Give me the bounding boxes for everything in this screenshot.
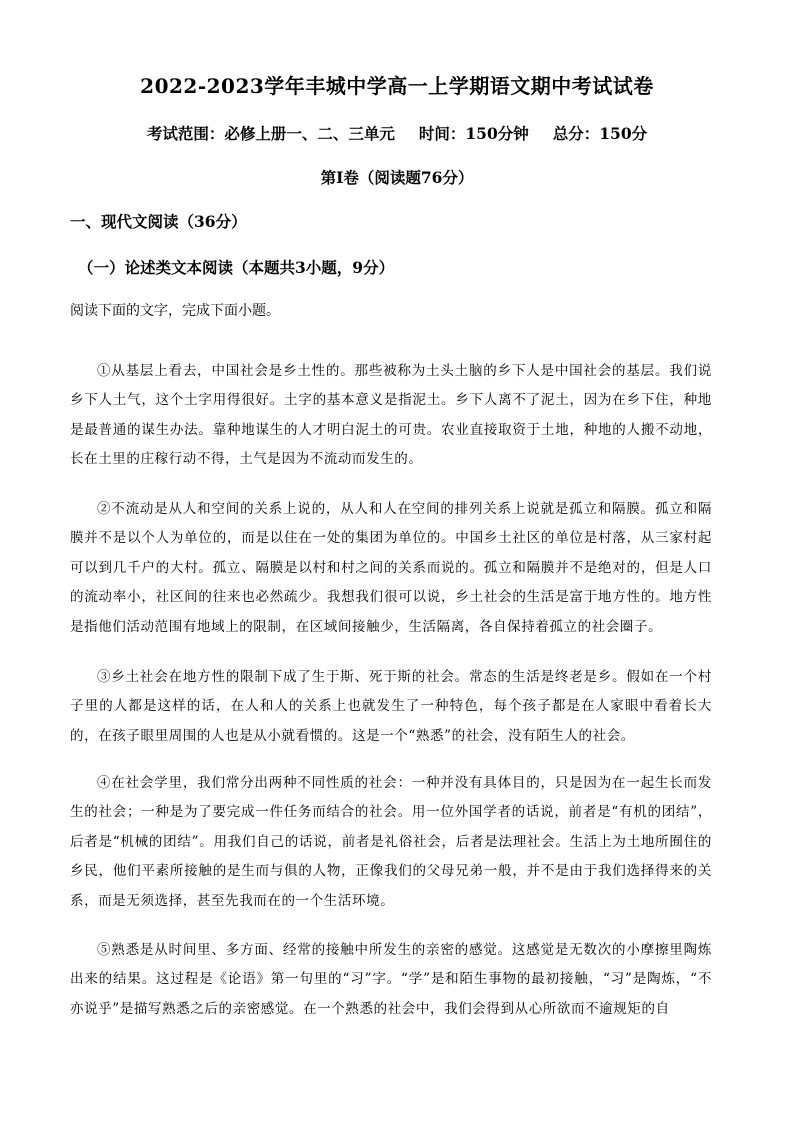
exam-title: 2022-2023学年丰城中学高一上学期语文期中考试试卷 bbox=[140, 74, 654, 98]
volume-heading: 第Ⅰ卷（阅读题76分） bbox=[320, 168, 474, 187]
exam-scope: 考试范围：必修上册一、二、三单元 bbox=[146, 124, 395, 143]
passage-paragraph-5: ⑤熟悉是从时间里、多方面、经常的接触中所发生的亲密的感觉。这感觉是无数次的小摩擦里陶炼出来的结果。这过程是《论语》第一句里的“习”字。“学”是和陌生事物的最初接触，“习”是陶炼，“不亦说乎”是描写熟悉之后的亲密感觉。在一个熟悉的社会中，我们会得到从心所欲而不逾规矩的自 bbox=[70, 941, 712, 1017]
exam-info-line bbox=[0, 122, 794, 144]
reading-instruction: 阅读下面的文字，完成下面小题。 bbox=[70, 303, 280, 319]
passage-paragraph-2: ②不流动是从人和空间的关系上说的，从人和人在空间的排列关系上说就是孤立和隔膜。孤立和隔膜并不是以个人为单位的，而是以住在一处的集团为单位的。中国乡土社区的单位是村落，从三家村起可以到几千户的大村。孤立、隔膜是以村和村之间的关系而说的。孤立和隔膜并不是绝对的，但是人口的流动率小，社区间的往来也必然疏少。我想我们很可以说，乡土社会的生活是富于地方性的。地方性是指他们活动范围有地域上的限制，在区域间接触少，生活隔离，各自保持着孤立的社会圈子。 bbox=[70, 500, 712, 635]
passage-paragraph-1: ①从基层上看去，中国社会是乡土性的。那些被称为土头土脑的乡下人是中国社会的基层。我们说乡下人土气，这个土字用得很好。土字的基本意义是指泥土。乡下人离不了泥土，因为在乡下住，种地是最普通的谋生办法。靠种地谋生的人才明白泥土的可贵。农业直接取资于土地，种地的人搬不动地，长在土里的庄稼行动不得，土气是因为不流动而发生的。 bbox=[70, 362, 712, 467]
exam-time: 时间：150分钟 bbox=[418, 124, 529, 143]
passage-paragraph-3: ③乡土社会在地方性的限制下成了生于斯、死于斯的社会。常态的生活是终老是乡。假如在一个村子里的人都是这样的话，在人和人的关系上也就发生了一种特色，每个孩子都是在人家眼中看着长大的，在孩子眼里周围的人也是从小就看惯的。这是一个“熟悉”的社会，没有陌生人的社会。 bbox=[70, 668, 712, 744]
subsection-heading-argumentative: （一）论述类文本阅读（本题共3小题，9分） bbox=[78, 258, 395, 277]
exam-total-score: 总分：150分 bbox=[552, 124, 648, 143]
passage-paragraph-4: ④在社会学里，我们常分出两种不同性质的社会：一种并没有具体目的，只是因为在一起生长而发生的社会；一种是为了要完成一件任务而结合的社会。用一位外国学者的话说，前者是“有机的团结”，后者是“机械的团结”。用我们自己的话说，前者是礼俗社会，后者是法理社会。生活上为土地所囿住的乡民，他们平素所接触的是生而与俱的人物，正像我们的父母兄弟一般，并不是由于我们选择得来的关系，而是无须选择，甚至先我而在的一个生活环境。 bbox=[70, 774, 712, 909]
section-heading-modern-reading: 一、现代文阅读（36分） bbox=[70, 212, 247, 231]
